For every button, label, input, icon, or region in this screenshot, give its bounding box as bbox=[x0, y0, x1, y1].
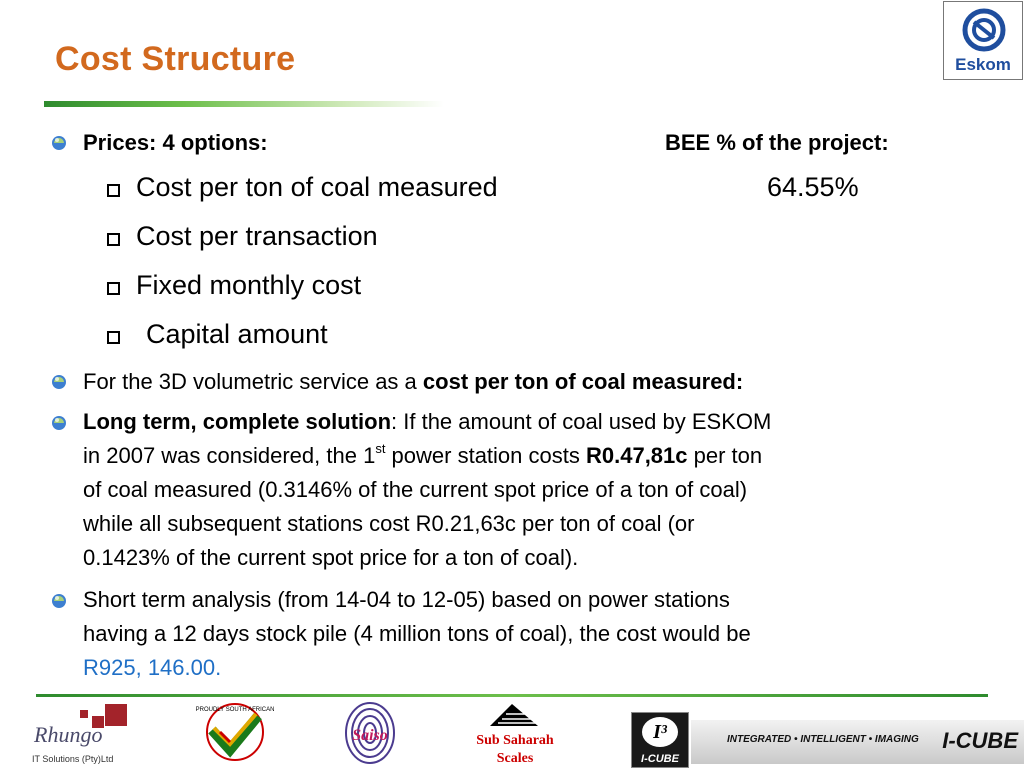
long-term-line-1: : If the amount of coal used by ESKOM bbox=[391, 409, 772, 434]
bee-label: BEE % of the project: bbox=[665, 130, 889, 155]
eskom-logo bbox=[943, 1, 1023, 80]
long-term-line-4: while all subsequent stations cost R0.21,63c per ton of coal (or bbox=[83, 511, 695, 536]
short-term-line-1: Short term analysis (from 14-04 to 12-05) based on power stations bbox=[83, 587, 730, 612]
long-term-bold: Long term, complete solution bbox=[83, 409, 392, 434]
long-term-line-5: 0.1423% of the current spot price for a ton of coal). bbox=[83, 545, 579, 570]
long-term-line-3: of coal measured (0.3146% of the current spot price of a ton of coal) bbox=[83, 477, 748, 502]
option-item: Cost per transaction bbox=[136, 221, 378, 251]
proudly-south-african-logo bbox=[195, 702, 275, 766]
bee-value: 64.55% bbox=[767, 172, 859, 202]
service-text: For the 3D volumetric service as a bbox=[83, 369, 423, 394]
rhungo-logo bbox=[30, 704, 140, 766]
icube-mark bbox=[631, 712, 689, 768]
sub-saharah-logo-line-1: Sub Saharah bbox=[476, 733, 554, 748]
orb-bullet-icon bbox=[50, 373, 68, 391]
icube-banner bbox=[691, 720, 1024, 764]
rhungo-wordmark: Rhungo bbox=[34, 722, 103, 747]
rhungo-square-icon bbox=[80, 710, 88, 718]
icube-mark-glyph: I³ bbox=[642, 717, 678, 747]
long-term-paragraph bbox=[83, 405, 988, 575]
fingerprint-logo bbox=[334, 700, 406, 766]
icube-logo bbox=[631, 712, 1024, 768]
square-bullet-icon bbox=[107, 282, 120, 295]
scales-triangle-icon bbox=[488, 702, 540, 728]
short-term-line-2: having a 12 days stock pile (4 million tons of coal), the cost would be bbox=[83, 621, 751, 646]
fingerprint-logo-text: Saiso bbox=[352, 727, 388, 744]
square-bullet-icon bbox=[107, 184, 120, 197]
option-item: Capital amount bbox=[146, 319, 328, 349]
service-line bbox=[83, 369, 743, 395]
service-bold: cost per ton of coal measured: bbox=[422, 369, 744, 394]
long-term-line-2a: in 2007 was considered, the 1 bbox=[83, 443, 376, 468]
rhungo-square-icon bbox=[105, 704, 127, 726]
icube-tagline: INTEGRATED • INTELLIGENT • IMAGING bbox=[727, 734, 919, 745]
icube-mark-label: I-CUBE bbox=[641, 753, 679, 765]
square-bullet-icon bbox=[107, 233, 120, 246]
footer-divider bbox=[36, 694, 988, 697]
rhungo-subtitle: IT Solutions (Pty)Ltd bbox=[32, 754, 114, 764]
option-item: Fixed monthly cost bbox=[136, 270, 362, 300]
orb-bullet-icon bbox=[50, 134, 68, 152]
square-bullet-icon bbox=[107, 331, 120, 344]
long-term-line-2c: per ton bbox=[687, 443, 763, 468]
short-term-paragraph bbox=[83, 583, 988, 685]
ordinal-suffix: st bbox=[375, 440, 386, 456]
eskom-emblem-icon bbox=[944, 6, 1024, 56]
sub-saharah-logo-line-2: Scales bbox=[496, 751, 534, 766]
orb-bullet-icon bbox=[50, 592, 68, 610]
first-station-cost: R0.47,81c bbox=[585, 443, 688, 468]
proudly-sa-text: PROUDLY SOUTH AFRICAN bbox=[195, 707, 275, 713]
option-item: Cost per ton of coal measured bbox=[136, 172, 498, 202]
icube-brand: I-CUBE bbox=[942, 728, 1018, 753]
page-title: Cost Structure bbox=[55, 40, 296, 78]
prices-label: Prices: 4 options: bbox=[83, 130, 268, 155]
orb-bullet-icon bbox=[50, 414, 68, 432]
eskom-wordmark: Eskom bbox=[955, 55, 1011, 74]
long-term-line-2b: power station costs bbox=[385, 443, 586, 468]
title-underline bbox=[44, 101, 444, 107]
short-term-cost: R925, 146.00. bbox=[83, 655, 222, 680]
